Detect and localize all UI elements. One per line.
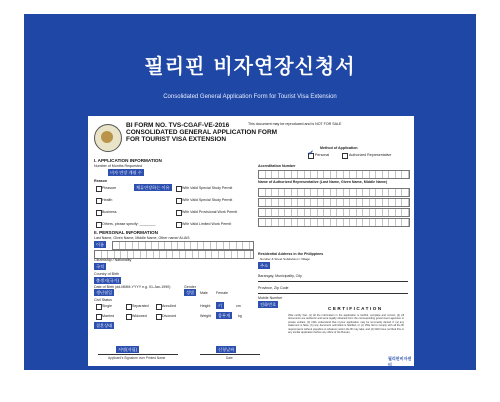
application-form (88, 116, 414, 366)
authorized-label: Authorized Representative (349, 153, 392, 157)
form-heading-1: CONSOLIDATED GENERAL APPLICATION FORM (126, 129, 278, 136)
accreditation-field[interactable] (258, 170, 410, 179)
authorized-checkbox[interactable] (342, 153, 348, 159)
civil-status-label: Civil Status (94, 298, 112, 302)
weight-unit: kg (238, 314, 242, 318)
personal-checkbox[interactable] (308, 153, 314, 159)
months-label: Number of Months Requested (94, 164, 142, 168)
civil-option: Divorced (162, 314, 177, 318)
female-label: Female (216, 291, 228, 295)
province-label: Province, Zip Code (258, 286, 289, 290)
mobile-field[interactable]: 전화번호 (260, 302, 277, 307)
weight-field[interactable]: 몸무게 (218, 313, 231, 318)
section-2-title: II. PERSONAL INFORMATION (94, 230, 158, 235)
gender-field[interactable]: 성별 (186, 290, 195, 295)
permit-option: With Valid Special Study Permit (182, 186, 233, 190)
reason-option: Others, please specify: ________ (102, 222, 156, 226)
height-unit: cm (236, 304, 241, 308)
page-subtitle: Consolidated General Application Form for Tourist Visa Extension (163, 94, 337, 100)
form-heading-2: FOR TOURIST VISA EXTENSION (126, 136, 227, 143)
date-label: Date (226, 356, 233, 360)
visa-center-logo: 필리핀비자센터 (388, 356, 412, 367)
birth-country-label: Country of Birth (94, 272, 119, 276)
name-label: Last Name, Given Name, Middle Name, Other name/ ALIAS (94, 236, 190, 240)
months-field[interactable]: 비자 연장 개월 수 (110, 170, 142, 175)
weight-label: Weight (200, 314, 212, 318)
address-label: Residential Address in the Philippines (258, 252, 324, 256)
representative-label: Name of Authorized Representative (Last Name, Given Name, Middle Name) (258, 180, 388, 184)
reason-option: Health (102, 198, 113, 202)
address-sublabel: Number & Street Subdivision / Village (260, 257, 310, 261)
barangay-label: Barangay, Municipality, City (258, 274, 302, 278)
method-label: Method of Application (320, 146, 358, 150)
representative-field[interactable] (258, 218, 410, 227)
page-title: 필리핀 비자연장신청서 (144, 54, 356, 78)
signature-label: Applicant's Signature over Printed Name (108, 356, 166, 360)
personal-label: Personal (315, 153, 330, 157)
bureau-seal-icon (94, 124, 122, 152)
representative-field[interactable] (258, 198, 410, 207)
reproduction-note: This document may be reproduced and is NOT FOR SALE (248, 122, 342, 126)
date-line (200, 354, 260, 355)
certification-title: CERTIFICATION (328, 306, 383, 311)
reason-option: Pleasure (102, 186, 117, 190)
name-boxes[interactable] (112, 241, 254, 250)
reason-option: Business (102, 210, 117, 214)
civil-status-field[interactable]: 결혼상태 (96, 323, 113, 328)
civil-option: Single (102, 304, 112, 308)
permit-option: With Valid Limited Work Permit (182, 222, 232, 226)
height-field[interactable]: 키 (218, 303, 223, 308)
dob-label: Date of Birth (dd-MMM-YYYY e.g. 01-Jan-1990) (94, 285, 171, 289)
citizenship-label: Citizenship / Nationality (94, 258, 132, 262)
address-field[interactable]: 주소 (260, 263, 269, 268)
signature-field[interactable]: 서명(자필) (118, 347, 137, 352)
reason-field[interactable]: 체류연장하는 이유 (136, 185, 170, 190)
signature-line (98, 354, 178, 355)
civil-option: Separated (132, 304, 149, 308)
citizenship-field[interactable]: 국적 (96, 264, 105, 269)
representative-field[interactable] (258, 208, 410, 217)
civil-option: Married (102, 314, 115, 318)
accreditation-label: Accreditation Number (258, 164, 296, 168)
name-field[interactable]: 이름 (96, 242, 105, 247)
reason-label: Reason (94, 179, 107, 183)
civil-option: Annulled (162, 304, 176, 308)
mobile-label: Mobile Number (258, 296, 283, 300)
date-field[interactable]: 신청날짜 (218, 347, 235, 352)
height-label: Height (200, 304, 211, 308)
barangay-line[interactable] (258, 281, 408, 282)
form-number: BI FORM NO. TVS-CGAF-VE-2016 (126, 122, 230, 129)
section-1-title: I. APPLICATION INFORMATION (94, 158, 162, 163)
dob-field[interactable]: 생년월일 (96, 290, 113, 295)
permit-option: With Valid Provisional Work Permit (182, 210, 238, 214)
gender-label: Gender (184, 285, 196, 289)
male-label: Male (200, 291, 208, 295)
province-line[interactable] (258, 293, 408, 294)
certification-text: I/We certify that: (1) All the information in the application is truthful, complete and correct; (2) All documents are authentic and were legally obtained from the corresponding government agencies or private entities; (3) I/We understand that my/our application may be summarily denied if: (a) any statement is false; (b) any document submitted is falsified; or (c) I/We fail to comply with all the BI requirements without prejudice to whatever action the BI may take; and (4) I/We have not filed this or any similar application before any office of the Bureau. (288, 314, 404, 335)
civil-option: Widowed (132, 314, 147, 318)
birth-country-field[interactable]: 출생지(국가) (96, 278, 120, 283)
representative-field[interactable] (258, 188, 410, 197)
permit-option: With Valid Special Study Permit (182, 198, 233, 202)
header-banner (24, 14, 476, 118)
